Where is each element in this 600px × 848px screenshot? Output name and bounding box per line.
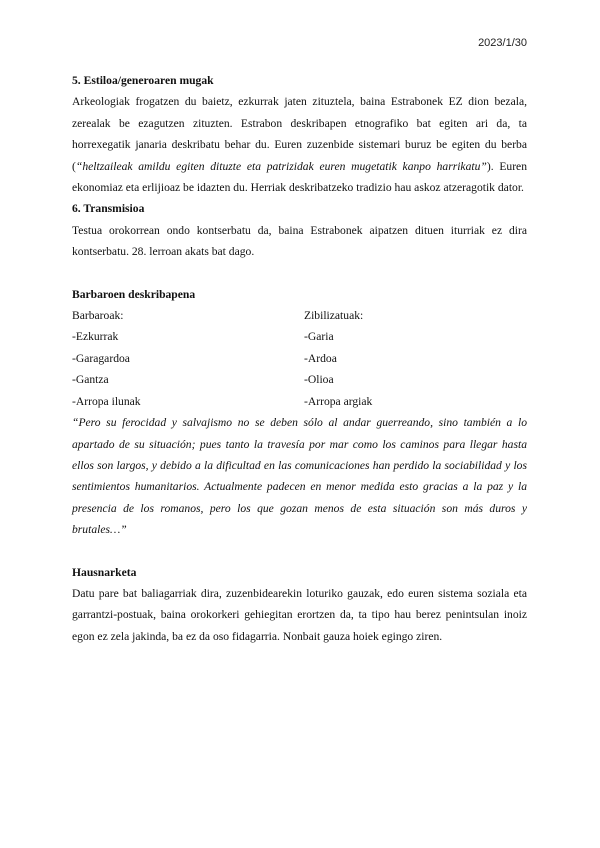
comparison-row xyxy=(72,348,527,369)
strabo-quote: “Pero su ferocidad y salvajismo no se deben sólo al andar guerreando, sino también a lo apartado de su situación; pues tanto la travesía por mar como los caminos para llegar hasta ellos son largos, y debido a la dificultad en las comunicaciones han perdido la sociabilidad y los sentimientos humanitarios. Actualmente padecen en menor medida esto gracias a la paz y la presencia de los romanos, pero los que gozan menos de esta situación son más duros y brutales…” xyxy=(72,416,527,537)
barbarians-heading: Barbaroen deskribapena xyxy=(72,287,196,301)
civilized-item: -Garia xyxy=(304,330,334,344)
barbarian-item: -Arropa ilunak xyxy=(72,394,141,408)
document-body xyxy=(72,70,527,647)
conclusion-heading: Hausnarketa xyxy=(72,565,137,579)
comparison-header-row xyxy=(72,305,527,326)
civilized-item: -Olioa xyxy=(304,373,334,387)
spacer xyxy=(72,263,527,284)
section-5-text-after: ). Euren ekonomiaz eta erlijioaz be idazten du. Herriak deskribatzeko tradizio hau askoz atzeragotik dator. xyxy=(72,159,527,195)
barbarians-column-header: Barbaroak: xyxy=(72,309,124,323)
comparison-row xyxy=(72,369,527,390)
barbarian-item: -Gantza xyxy=(72,373,109,387)
barbarian-item: -Ezkurrak xyxy=(72,330,119,344)
conclusion-paragraph: Datu pare bat baliagarriak dira, zuzenbidearekin loturiko gauzak, edo euren sistema soziala eta garrantzi-postuak, baina orokorkeri gehiegitan erortzen da, ta tipo hau berez penintsulan inoiz egon ez zela jakinda, ba ez da oso fidagarria. Nonbait gauza hoiek egingo ziren. xyxy=(72,586,527,643)
civilized-item: -Arropa argiak xyxy=(304,394,373,408)
comparison-row xyxy=(72,326,527,347)
spacer xyxy=(72,541,527,562)
civilized-item: -Ardoa xyxy=(304,351,337,365)
barbarian-item: -Garagardoa xyxy=(72,351,130,365)
section-6-heading: 6. Transmisioa xyxy=(72,202,145,216)
section-5-paragraph xyxy=(72,91,527,198)
section-6-paragraph: Testua orokorrean ondo kontserbatu da, baina Estrabonek aipatzen dituen iturriak ez dira kontserbatu. 28. lerroan akats bat dago. xyxy=(72,223,527,259)
section-5-quote: “heltzaileak amildu egiten dituzte eta patrizidak euren mugetatik kanpo harrikatu” xyxy=(75,159,487,173)
comparison-row xyxy=(72,391,527,412)
section-5-text-before: Arkeologiak frogatzen du baietz, ezkurrak jaten zituztela, baina Estrabonek EZ dion bezala, zerealak be ezagutzen zituzten. Estrabon deskribapen etnografiko bat egiten ari da, ta horrexegatik janaria deskribatu behar du. Euren zuzenbide sistemari buruz be egiten du berba ( xyxy=(72,95,527,173)
section-5-heading: 5. Estiloa/generoaren mugak xyxy=(72,74,214,87)
document-date: 2023/1/30 xyxy=(478,37,527,49)
civilized-column-header: Zibilizatuak: xyxy=(304,309,364,323)
